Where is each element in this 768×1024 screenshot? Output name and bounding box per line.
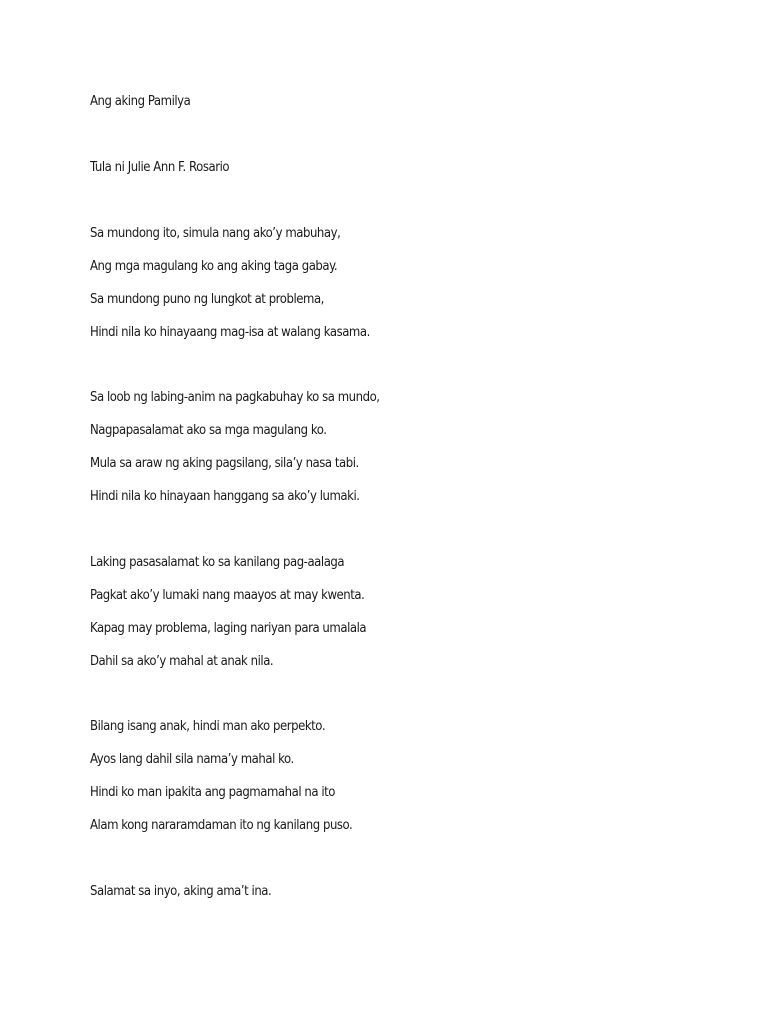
poem-line: Laking pasasalamat ko sa kanilang pag-aalaga (90, 555, 345, 570)
poem-line: Dahil sa ako’y mahal at anak nila. (90, 654, 274, 669)
poem-line: Nagpapasalamat ako sa mga magulang ko. (90, 423, 327, 438)
poem-line: Pagkat ako’y lumaki nang maayos at may kwenta. (90, 588, 365, 603)
poem-line: Sa loob ng labing-anim na pagkabuhay ko sa mundo, (90, 390, 380, 405)
poem-line: Sa mundong puno ng lungkot at problema, (90, 292, 324, 307)
poem-line: Kapag may problema, laging nariyan para umalala (90, 621, 367, 636)
poem-title: Ang aking Pamilya (90, 94, 191, 109)
poem-line: Hindi ko man ipakita ang pagmamahal na ito (90, 785, 335, 800)
poem-line: Mula sa araw ng aking pagsilang, sila’y nasa tabi. (90, 456, 359, 471)
poem-line: Ang mga magulang ko ang aking taga gabay. (90, 259, 338, 274)
poem-line: Hindi nila ko hinayaang mag-isa at walang kasama. (90, 325, 370, 340)
poem-line: Bilang isang anak, hindi man ako perpekto. (90, 719, 326, 734)
poem-line: Alam kong nararamdaman ito ng kanilang puso. (90, 818, 353, 833)
poem-line: Ayos lang dahil sila nama’y mahal ko. (90, 752, 294, 767)
poem-byline: Tula ni Julie Ann F. Rosario (90, 160, 230, 175)
poem-line: Sa mundong ito, simula nang ako’y mabuhay, (90, 226, 341, 241)
poem-line: Salamat sa inyo, aking ama’t ina. (90, 884, 272, 899)
poem-line: Hindi nila ko hinayaan hanggang sa ako’y lumaki. (90, 489, 360, 504)
